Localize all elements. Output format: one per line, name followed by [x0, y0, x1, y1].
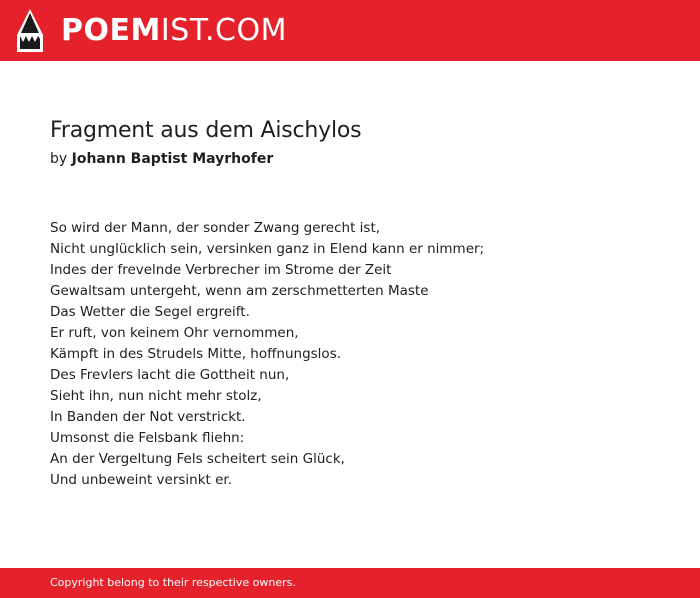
poem-line: Und unbeweint versinkt er. [50, 472, 233, 488]
copyright-notice: Copyright belong to their respective owners. [50, 576, 296, 589]
by-label: by [50, 151, 68, 167]
poem-line: Das Wetter die Segel ergreift. [50, 304, 250, 320]
poem-line: Gewaltsam untergeht, wenn am zerschmetterten Maste [50, 283, 429, 299]
poem-line: An der Vergeltung Fels scheitert sein Glück, [50, 451, 345, 467]
author-name: Johann Baptist Mayrhofer [71, 151, 274, 167]
poem-line: In Banden der Not verstrickt. [50, 409, 246, 425]
byline [50, 149, 273, 169]
site-header [0, 0, 700, 61]
poem-line: Sieht ihn, nun nicht mehr stolz, [50, 388, 262, 404]
poem-body [50, 218, 670, 491]
poem-line: Indes der frevelnde Verbrecher im Strome der Zeit [50, 262, 392, 278]
site-footer [0, 568, 700, 598]
logo-light-text: IST.COM [160, 13, 287, 48]
poem-line: Umsonst die Felsbank fliehn: [50, 430, 245, 446]
logo-bold-text: POEM [61, 13, 161, 48]
poem-title: Fragment aus dem Aischylos [50, 118, 362, 143]
poem-line: So wird der Mann, der sonder Zwang gerecht ist, [50, 220, 381, 236]
site-logo[interactable] [61, 12, 287, 50]
poem-line: Nicht unglücklich sein, versinken ganz in Elend kann er nimmer; [50, 241, 485, 257]
poem-line: Er ruft, von keinem Ohr vernommen, [50, 325, 299, 341]
poem-line: Kämpft in des Strudels Mitte, hoffnungslos. [50, 346, 342, 362]
poem-line: Des Frevlers lacht die Gottheit nun, [50, 367, 290, 383]
pencil-tip-icon[interactable] [17, 9, 43, 52]
